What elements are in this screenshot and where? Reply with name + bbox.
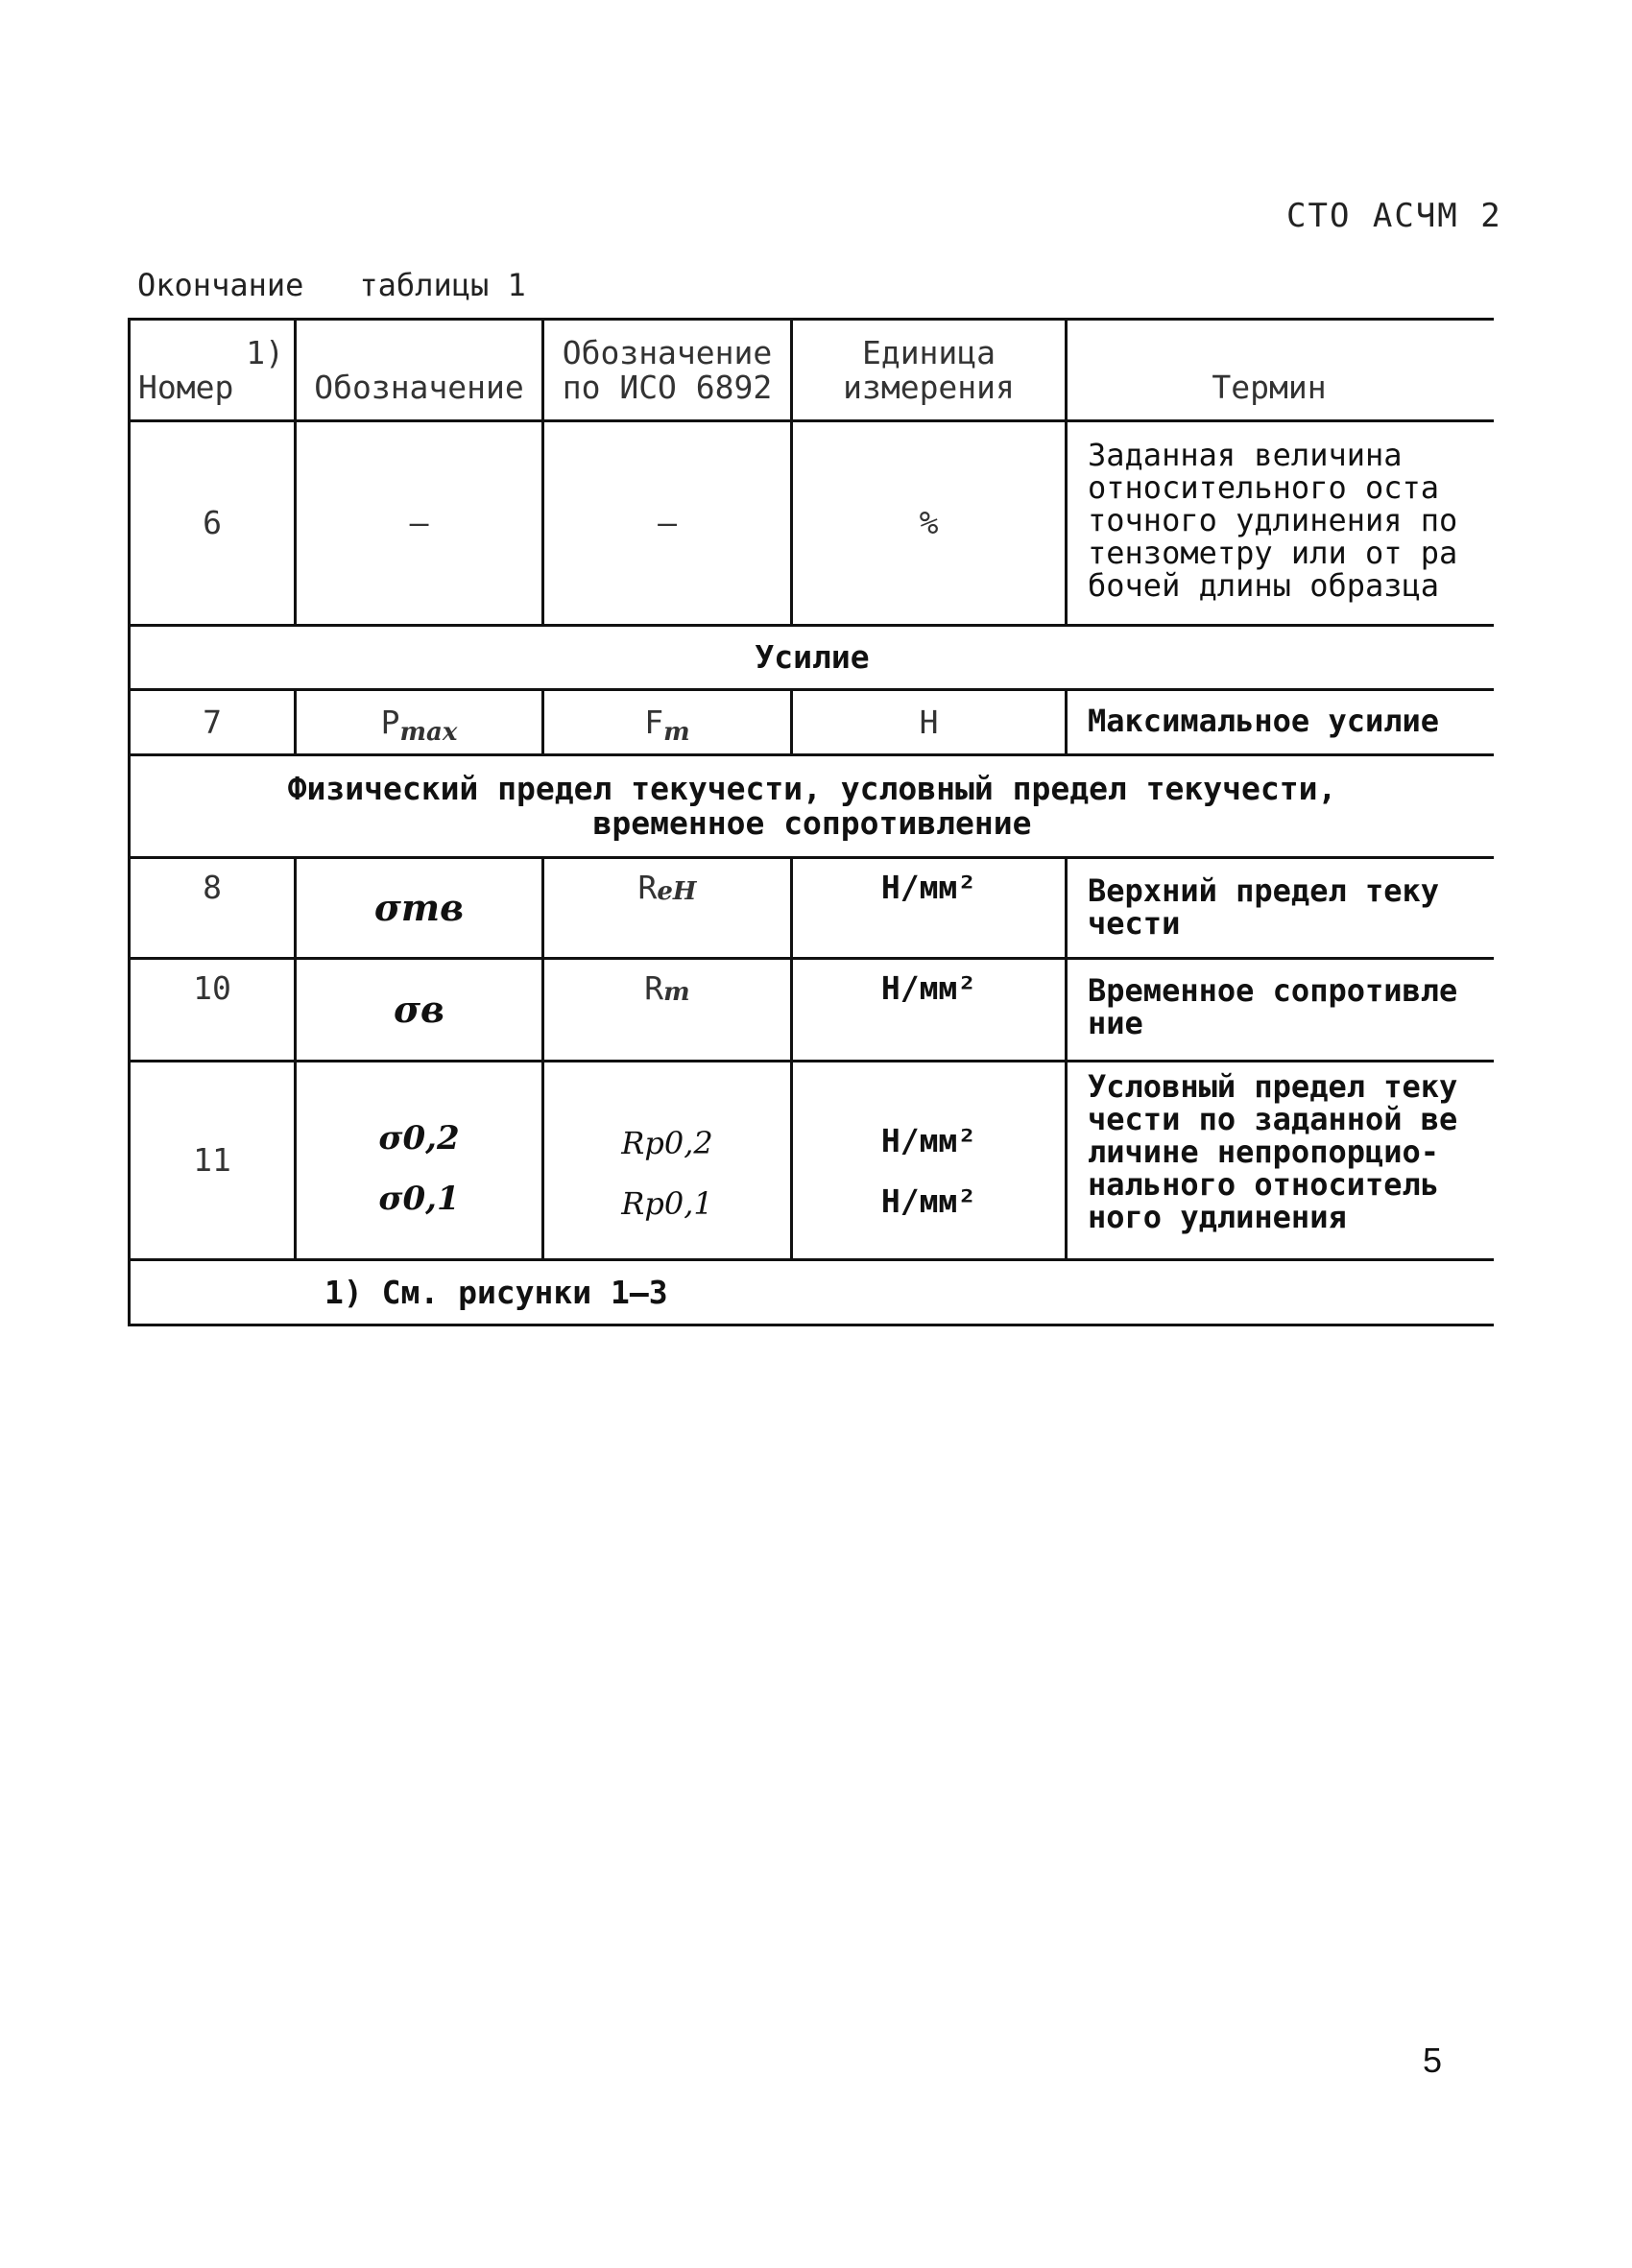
row7-designation-base: P (380, 703, 400, 741)
row10-iso-sub: m (663, 978, 690, 1007)
row7-unit: Н (919, 703, 939, 741)
header-number-footnote: 1) (246, 333, 284, 371)
caption-part2: таблицы 1 (359, 267, 526, 303)
caption-part1: Окончание (137, 267, 304, 303)
row6-designation: – (409, 504, 429, 541)
row7-iso-base: F (644, 703, 664, 741)
table-caption (137, 267, 526, 303)
section-yield-line1: Физический предел текучести, условный предел текучести, (287, 770, 1337, 807)
row7-iso (544, 691, 790, 753)
table-footnote: 1) См. рисунки 1–3 (324, 1273, 668, 1311)
row10-iso (544, 960, 790, 1017)
row7-iso-sub: m (663, 717, 690, 747)
section-force: Усилие (755, 638, 870, 676)
row10-iso-base: R (644, 969, 664, 1007)
row7-term: Максимальное усилие (1088, 704, 1440, 739)
row10-number: 10 (193, 969, 231, 1007)
section-yield-line2: временное сопротивление (592, 804, 1032, 842)
header-iso-line1: Обозначение (562, 333, 773, 371)
header-number-label: Номер (138, 368, 234, 406)
header-number (131, 321, 294, 419)
row11-number: 11 (193, 1141, 231, 1179)
row8-number: 8 (203, 869, 222, 906)
header-unit-line1: Единица (861, 333, 996, 371)
header-designation: Обозначение (314, 369, 524, 406)
row11-iso-1: Rp0,2 (621, 1125, 713, 1161)
row8-iso (544, 859, 790, 917)
row10-term: Временное сопротивле ние (1088, 974, 1458, 1041)
row8-iso-sub: eH (657, 877, 697, 906)
row8-designation: σтв (373, 886, 465, 929)
row8-iso-base: R (637, 869, 658, 906)
section-yield (131, 756, 1494, 856)
row6-term: Заданная величина относительного оста точного удлинения по тензометру или от ра бочей длины образца (1088, 439, 1458, 604)
row11-unit-2: Н/мм² (880, 1182, 977, 1220)
row11-unit-1: Н/мм² (880, 1122, 977, 1159)
header-iso-line2: по ИСО 6892 (562, 368, 773, 406)
row11-designation-1: σ0,2 (378, 1119, 460, 1158)
header-unit-line2: измерения (843, 368, 1015, 406)
row10-unit: Н/мм² (880, 969, 977, 1007)
terms-table (128, 318, 1494, 1326)
document-code: СТО АСЧМ 2 (1286, 197, 1502, 235)
header-term: Термин (1212, 369, 1327, 406)
row11-term: Условный предел теку чести по заданной ве личине непропорцио- нального относитель ного удлинения (1088, 1070, 1458, 1235)
row7-designation-sub: max (399, 717, 458, 747)
row6-unit: % (919, 504, 939, 541)
row11-designation-2: σ0,1 (378, 1180, 460, 1218)
row10-designation: σв (394, 988, 444, 1031)
row8-term: Верхний предел теку чести (1088, 874, 1440, 942)
header-unit (793, 321, 1065, 419)
row11-iso-2: Rp0,1 (621, 1185, 713, 1222)
row6-number: 6 (203, 504, 222, 541)
row6-iso: – (658, 504, 677, 541)
row7-designation (297, 691, 541, 753)
row8-unit: Н/мм² (880, 869, 977, 906)
row7-number: 7 (203, 703, 222, 741)
header-iso (544, 321, 790, 419)
page-number: 5 (1423, 2041, 1443, 2080)
